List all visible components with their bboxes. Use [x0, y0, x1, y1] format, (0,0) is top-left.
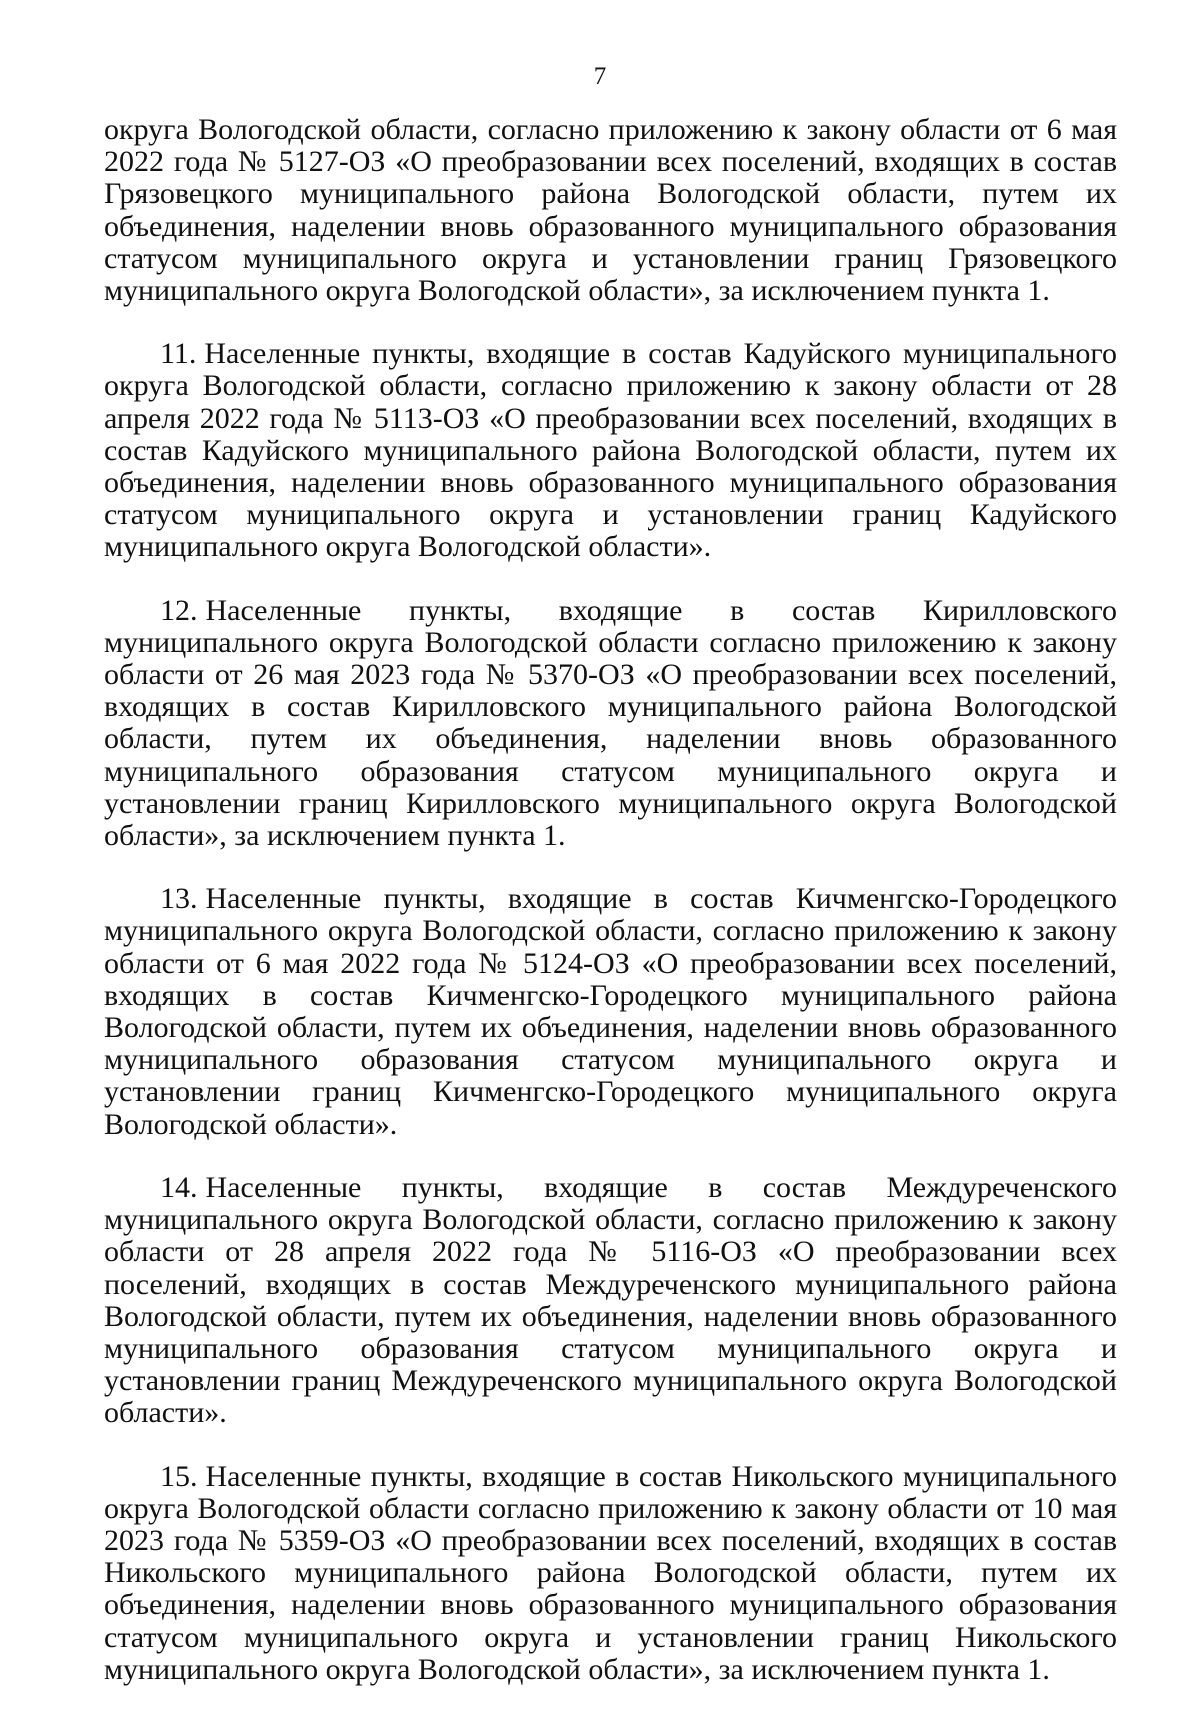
paragraph-text: округа Вологодской области, согласно приложению к закону области от 6 мая 2022 года № 5127-ОЗ «О преобразовании всех поселений, входящих в состав Грязовецкого муниципального района Вологодской области, путем их объединения, наделении вновь образованного муниципального образования статусом муниципального округа и установлении границ Грязовецкого муниципального округа Вологодской области», за исключением пункта 1. [104, 113, 1117, 308]
paragraph-text: Населенные пункты, входящие в состав Кадуйского муниципального округа Вологодской области, согласно приложению к закону области от 28 апреля 2022 года № 5113-ОЗ «О преобразовании всех поселений, входящих в состав Кадуйского муниципального района Вологодской области, путем их объединения, наделении вновь образованного муниципального образования статусом муниципального округа и установлении границ Кадуйского муниципального округа Вологодской области». [104, 337, 1117, 564]
page-number: 7 [593, 63, 607, 90]
paragraph-item-11 [104, 338, 1117, 563]
paragraph-item-14 [104, 1172, 1117, 1430]
paragraph-continuation [104, 114, 1117, 307]
paragraph-number: 15. [160, 1459, 198, 1493]
paragraph-text: Населенные пункты, входящие в состав Междуреченского муниципального округа Вологодской области, согласно приложению к закону области от 28 апреля 2022 года № 5116-ОЗ «О преобразовании всех поселений, входящих в состав Междуреченского муниципального района Вологодской области, путем их объединения, наделении вновь образованного муниципального образования статусом муниципального округа и установлении границ Междуреченского муниципального округа Вологодской области». [104, 1170, 1117, 1430]
paragraph-number: 14. [160, 1170, 198, 1204]
paragraph-item-12 [104, 595, 1117, 853]
paragraph-item-15 [104, 1461, 1117, 1686]
paragraph-item-13 [104, 883, 1117, 1141]
paragraph-number: 12. [160, 593, 198, 627]
paragraph-text: Населенные пункты, входящие в состав Никольского муниципального округа Вологодской области согласно приложению к закону области от 10 мая 2023 года № 5359-ОЗ «О преобразовании всех поселений, входящих в состав Никольского муниципального района Вологодской области, путем их объединения, наделении вновь образованного муниципального образования статусом муниципального округа и установлении границ Никольского муниципального округа Вологодской области», за исключением пункта 1. [104, 1459, 1117, 1686]
paragraph-text: Населенные пункты, входящие в состав Кирилловского муниципального округа Вологодской области согласно приложению к закону области от 26 мая 2023 года № 5370-ОЗ «О преобразовании всех поселений, входящих в состав Кирилловского муниципального района Вологодской области, путем их объединения, наделении вновь образованного муниципального образования статусом муниципального округа и установлении границ Кирилловского муниципального округа Вологодской области», за исключением пункта 1. [104, 593, 1117, 853]
document-body [104, 114, 1117, 1717]
paragraph-number: 11. [160, 337, 197, 371]
paragraph-number: 13. [160, 882, 198, 916]
paragraph-text: Населенные пункты, входящие в состав Кичменгско-Городецкого муниципального округа Вологодской области, согласно приложению к закону области от 6 мая 2022 года № 5124-ОЗ «О преобразовании всех поселений, входящих в состав Кичменгско-Городецкого муниципального района Вологодской области, путем их объединения, наделении вновь образованного муниципального образования статусом муниципального округа и установлении границ Кичменгско-Городецкого муниципального округа Вологодской области». [104, 882, 1117, 1141]
